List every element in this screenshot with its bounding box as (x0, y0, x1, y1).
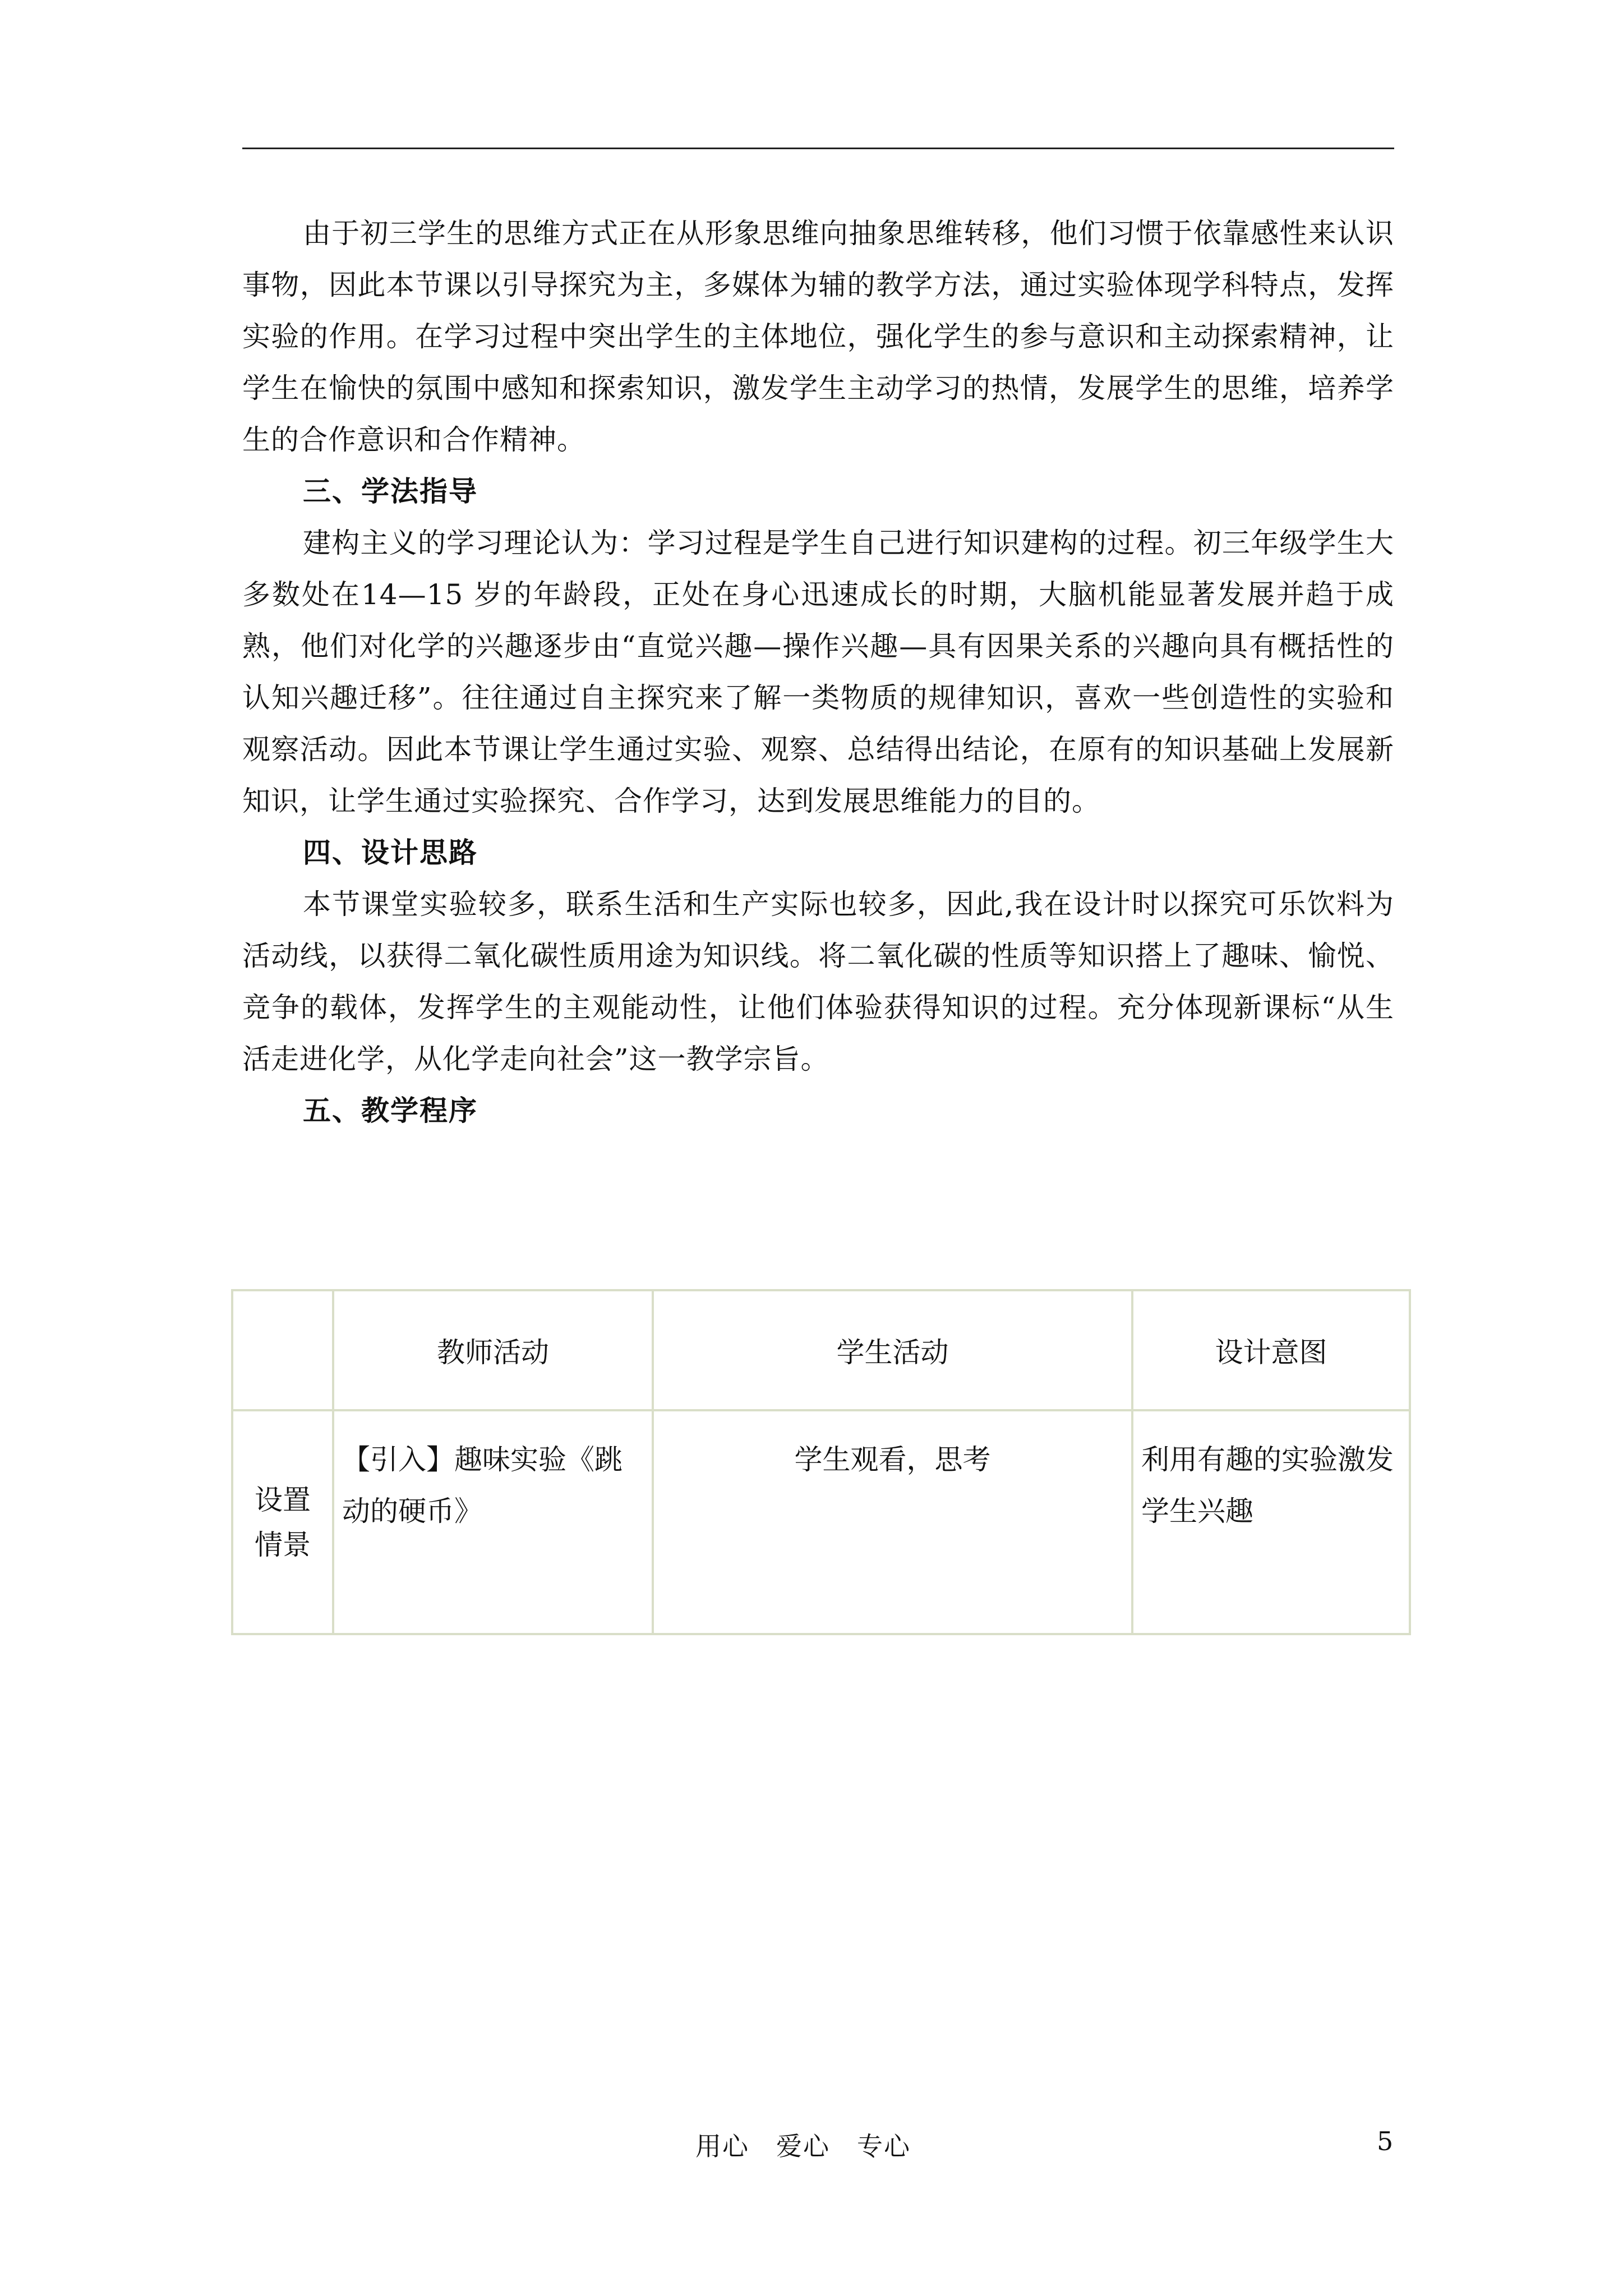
document-body (242, 208, 1394, 1137)
table-cell-stage (232, 1410, 333, 1634)
table-header-cell: 学生活动 (653, 1290, 1132, 1410)
table-header-cell (232, 1290, 333, 1410)
footer-motto: 用心 爱心 专心 (695, 2131, 911, 2161)
teaching-procedure-table (231, 1289, 1411, 1635)
header-rule (242, 148, 1394, 149)
stage-label-line: 设置 (255, 1483, 311, 1516)
table-row (232, 1410, 1410, 1634)
section-heading-teaching-procedure: 五、教学程序 (303, 1094, 478, 1127)
paragraph-design-idea: 本节课堂实验较多，联系生活和生产实际也较多，因此,我在设计时以探究可乐饮料为活动线，以获得二氧化碳性质用途为知识线。将二氧化碳的性质等知识搭上了趣味、愉悦、竞争的载体，发挥学生的主观能动性，让他们体验获得知识的过程。充分体现新课标“从生活走进化学，从化学走向社会”这一教学宗旨。 (242, 888, 1394, 1075)
page-number: 5 (1377, 2126, 1394, 2156)
paragraph-teaching-method: 由于初三学生的思维方式正在从形象思维向抽象思维转移，他们习惯于依靠感性来认识事物，因此本节课以引导探究为主，多媒体为辅的教学方法，通过实验体现学科特点，发挥实验的作用。在学习过程中突出学生的主体地位，强化学生的参与意识和主动探索精神，让学生在愉快的氛围中感知和探索知识，激发学生主动学习的热情，发展学生的思维，培养学生的合作意识和合作精神。 (242, 217, 1394, 456)
table-header-cell: 设计意图 (1132, 1290, 1410, 1410)
table-header-row (232, 1290, 1410, 1410)
paragraph-learning-guidance: 建构主义的学习理论认为：学习过程是学生自己进行知识建构的过程。初三年级学生大多数处在14—15 岁的年龄段，正处在身心迅速成长的时期，大脑机能显著发展并趋于成熟，他们对化学的兴趣逐步由“直觉兴趣—操作兴趣—具有因果关系的兴趣向具有概括性的认知兴趣迁移”。往往通过自主探究来了解一类物质的规律知识，喜欢一些创造性的实验和观察活动。因此本节课让学生通过实验、观察、总结得出结论，在原有的知识基础上发展新知识，让学生通过实验探究、合作学习，达到发展思维能力的目的。 (242, 527, 1394, 817)
section-heading-learning-guidance: 三、学法指导 (303, 475, 478, 508)
stage-label-line: 情景 (255, 1528, 311, 1561)
table-cell-design-intent: 利用有趣的实验激发学生兴趣 (1132, 1410, 1410, 1634)
table-cell-student-activity: 学生观看，思考 (653, 1410, 1132, 1634)
section-heading-design-idea: 四、设计思路 (303, 836, 478, 869)
table-cell-teacher-activity: 【引入】趣味实验《跳动的硬币》 (333, 1410, 653, 1634)
table-header-cell: 教师活动 (333, 1290, 653, 1410)
